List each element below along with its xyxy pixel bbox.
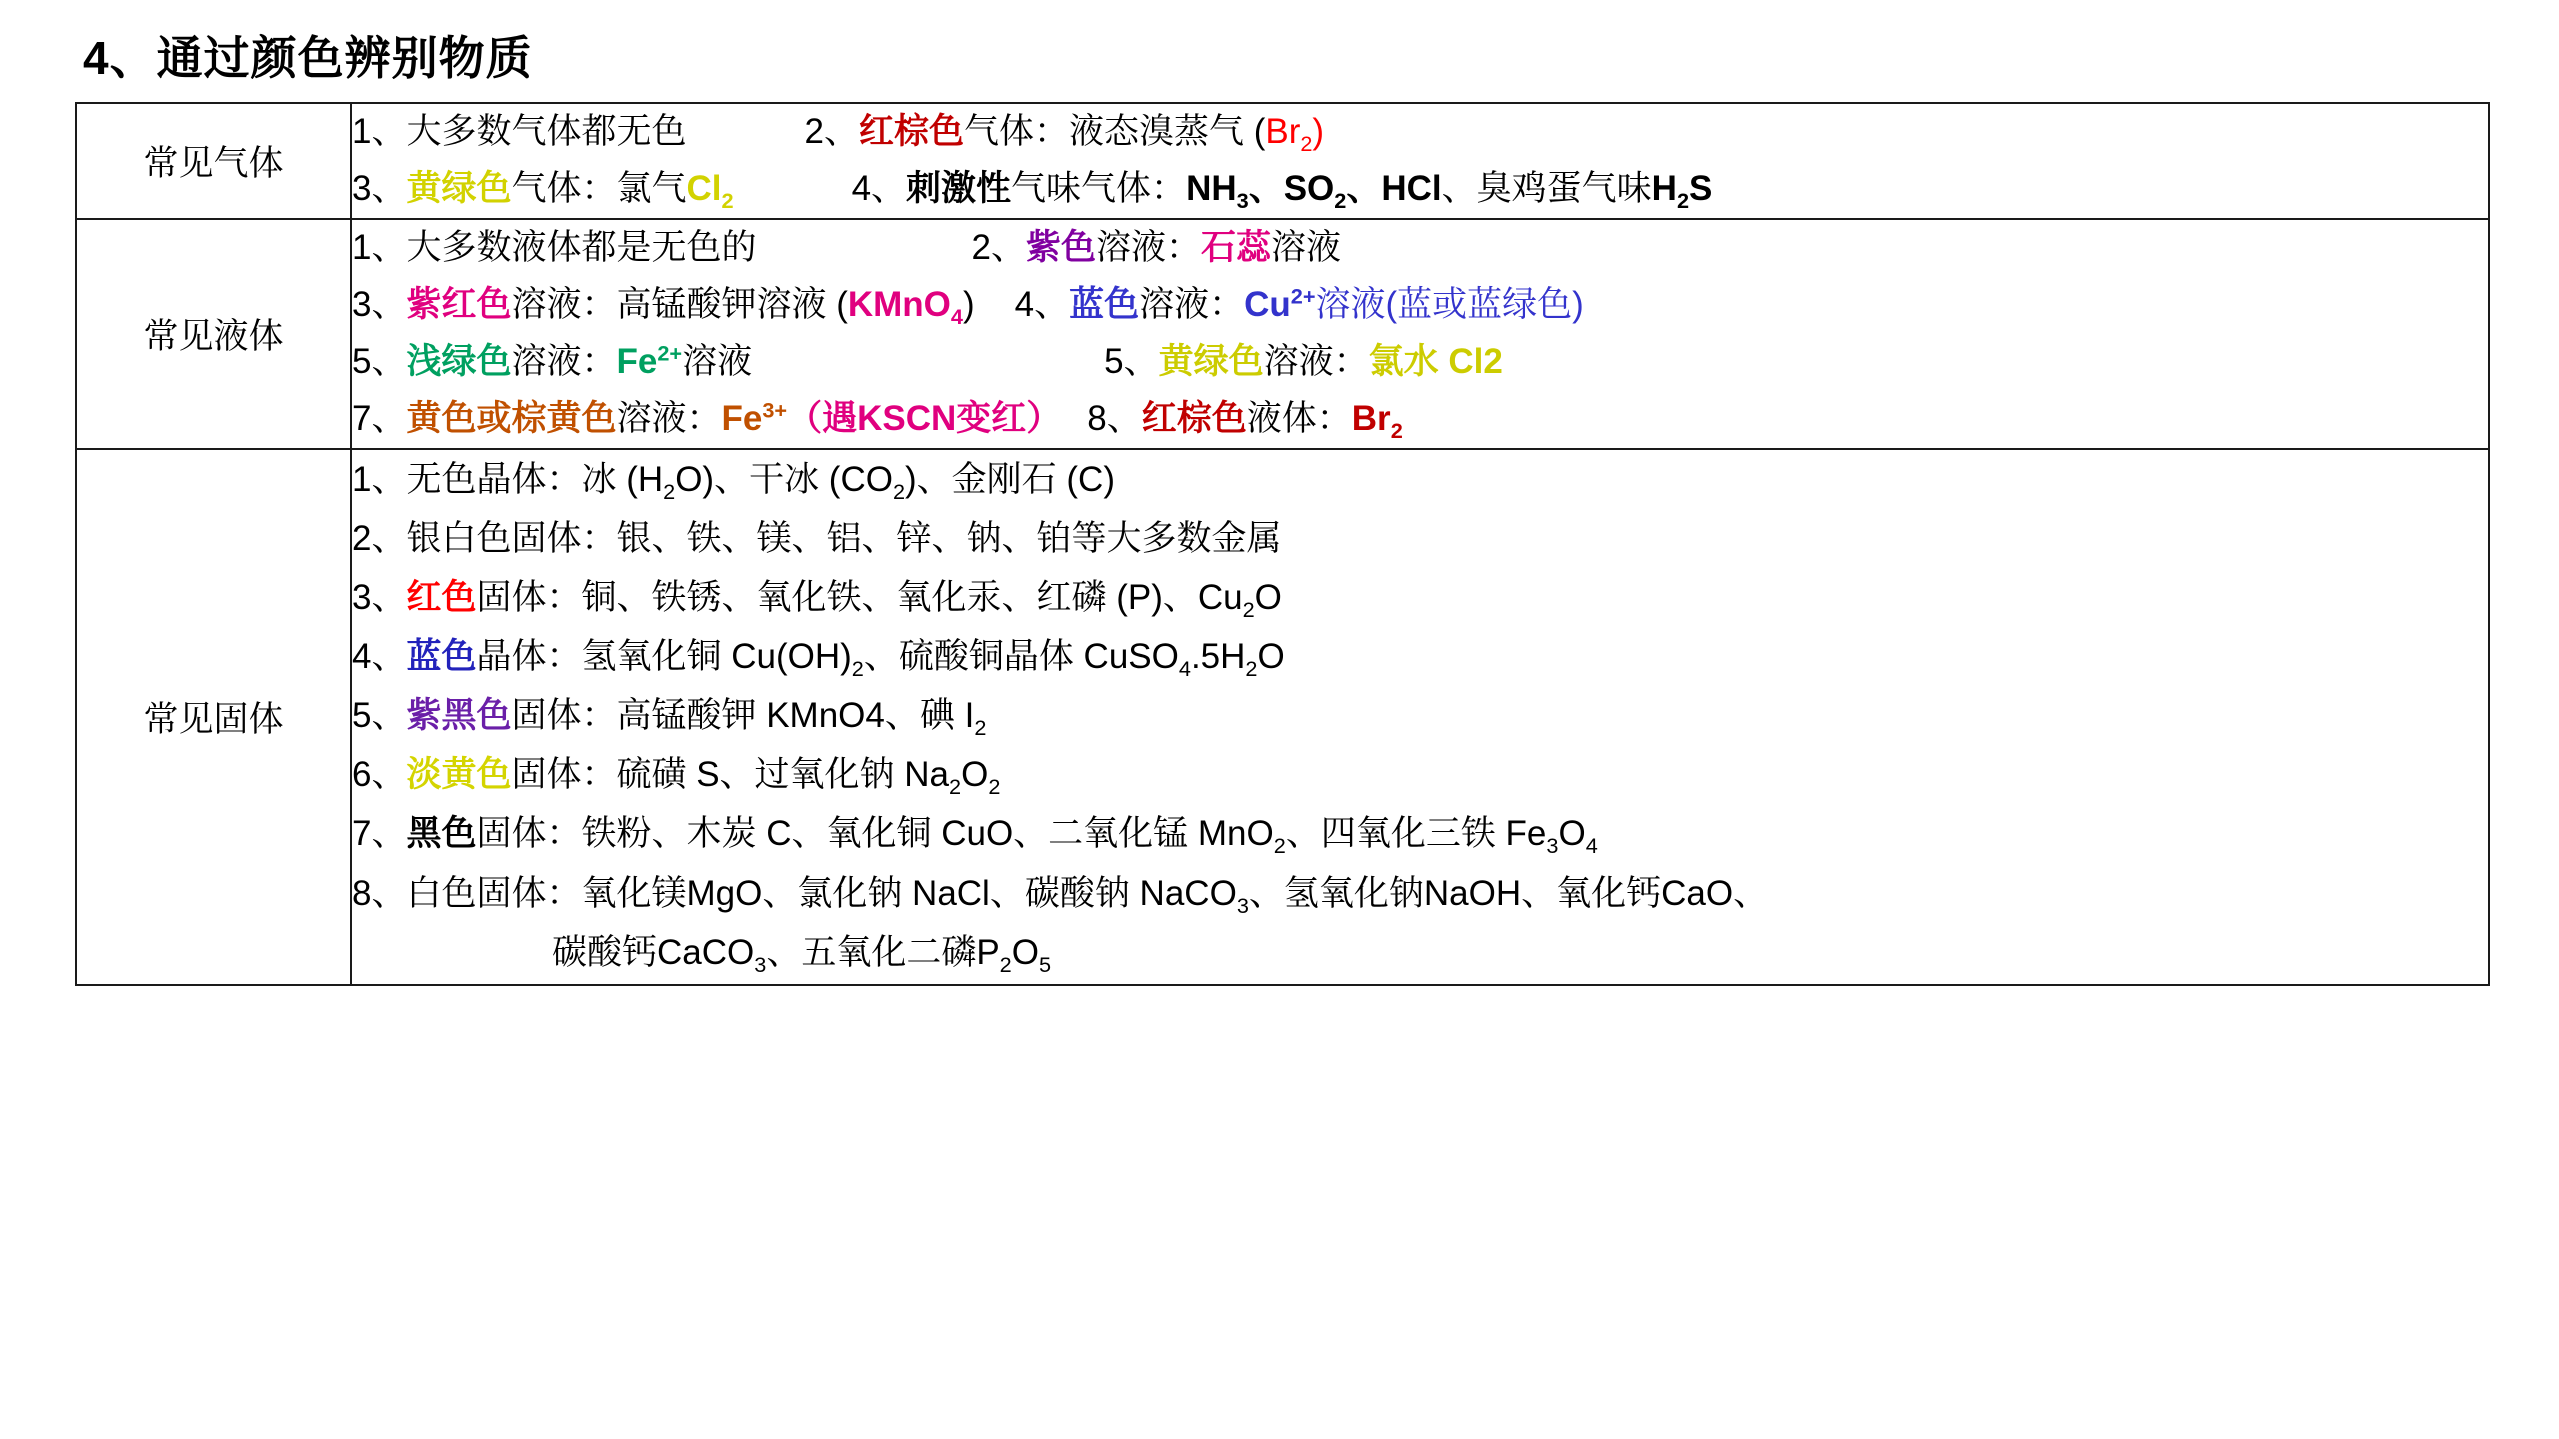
gas-r2-color: 刺激性	[906, 169, 1012, 209]
solid-line-2	[352, 511, 2488, 568]
gas-r2-num: 4、	[851, 169, 907, 209]
gas-r2-f2: $SO_2$	[1283, 169, 1347, 214]
solid-line-5	[352, 688, 2488, 745]
gas-r1-tail: )	[1312, 112, 1325, 151]
row-content-solid	[351, 449, 2489, 985]
liquid-l4-color: 黄色或棕黄色	[406, 398, 617, 438]
row-content-liquid	[351, 219, 2489, 449]
solid-line-4	[352, 629, 2488, 686]
liquid-r3-text: 溶液：	[1263, 342, 1369, 382]
solid-line-3	[352, 570, 2488, 627]
gas-r1-formula: $Br_2$	[1265, 112, 1313, 156]
solid-s7-color: 黑色	[406, 814, 477, 854]
solid-s6-color: 淡黄色	[406, 755, 512, 795]
sup: 2+	[1290, 283, 1316, 309]
gas-r1-color: 红棕色	[858, 112, 964, 151]
solid-s5-color: 紫黑色	[406, 696, 512, 736]
sub: 4	[1585, 833, 1598, 859]
liquid-r3-color: 黄绿色	[1158, 342, 1264, 382]
gas-r2-f4: $H_2S$	[1651, 169, 1713, 214]
liquid-l2-tail: )	[962, 285, 975, 324]
gas-l1-num: 1、	[352, 112, 407, 151]
solid-line-7	[352, 806, 2488, 863]
sub: 2	[851, 656, 864, 681]
liquid-l3-color: 浅绿色	[406, 342, 512, 382]
solid-line-6	[352, 747, 2488, 804]
liquid-r2-text: 溶液：	[1139, 285, 1245, 324]
sup: 2+	[657, 340, 683, 366]
liquid-r1-color2: 石蕊	[1200, 228, 1271, 268]
liquid-r2-color: 蓝色	[1069, 285, 1140, 324]
liquid-l2-num: 3、	[352, 285, 407, 324]
liquid-line-2	[352, 277, 2488, 334]
sub: 2	[1676, 188, 1689, 214]
liquid-r3-num: 5、	[1104, 342, 1159, 382]
sub: 2	[1245, 656, 1258, 681]
gas-r2-f1: $NH_3$	[1186, 169, 1249, 214]
liquid-line-3	[352, 334, 2488, 391]
table-row-liquid	[76, 219, 2489, 449]
liquid-l1-text: 大多数液体都是无色的	[406, 228, 757, 268]
row-label-solid: 常见固体	[76, 449, 351, 985]
liquid-l4-tail: （遇KSCN变红）	[787, 398, 1062, 438]
solid-s6-num: 6、	[352, 755, 407, 795]
gas-l2-text: 气体：氯气	[511, 169, 687, 209]
page-title: 4、通过颜色辨别物质	[83, 32, 533, 84]
liquid-l1-num: 1、	[352, 228, 407, 268]
liquid-r1-text: 溶液：	[1095, 228, 1201, 268]
liquid-l3-num: 5、	[352, 342, 407, 382]
sub: 2	[988, 774, 1001, 800]
liquid-r1-color: 紫色	[1025, 228, 1096, 268]
sub: 4	[1178, 656, 1191, 681]
solid-s3-color: 红色	[406, 577, 477, 617]
solid-s7-text: 固体：铁粉、木炭 C、氧化铜 CuO、二氧化锰 MnO$_2$、四氧化三铁 $Fe_3O_4$	[476, 814, 1598, 859]
sub: 2	[663, 479, 676, 504]
solid-s3-num: 3、	[352, 577, 407, 617]
sub: 5	[1038, 951, 1052, 977]
liquid-r3-formula: 氯水 Cl2	[1368, 342, 1503, 382]
liquid-l2-formula: KMnO$_4$	[847, 285, 963, 329]
liquid-r1-text2: 溶液	[1271, 228, 1342, 268]
sub: 2	[974, 715, 987, 741]
solid-s4-text: 晶体：氢氧化铜 $Cu(OH)_2$、硫酸铜晶体 $CuSO_4.5H_2O$	[476, 637, 1285, 681]
gas-r2-j2: 、	[1346, 169, 1382, 209]
row-label-gas: 常见气体	[76, 103, 351, 219]
row-content-gas	[351, 103, 2489, 219]
solid-s1-num: 1、	[352, 460, 407, 499]
sub: 2	[1242, 596, 1255, 622]
sub: 3	[1236, 892, 1249, 918]
table-row-solid	[76, 449, 2489, 985]
liquid-l2-text: 溶液：高锰酸钾溶液 (	[511, 285, 848, 324]
gas-r2-j3: 、臭鸡蛋气味	[1441, 169, 1652, 209]
sub: 2	[999, 951, 1012, 977]
solid-s8-num: 8、	[352, 873, 407, 913]
solid-line-9	[352, 925, 2488, 982]
sup: 3+	[762, 397, 788, 423]
solid-s6-text: 固体：硫磺 S、过氧化钠 $Na_2O_2$	[511, 755, 1001, 800]
liquid-line-4	[352, 391, 2488, 448]
gas-l2-num: 3、	[352, 169, 407, 209]
gas-line-2	[352, 161, 2488, 218]
solid-s3-text: 固体：铜、铁锈、氧化铁、氧化汞、红磷 (P)、$Cu_2O$	[476, 577, 1282, 622]
liquid-l2-color: 紫红色	[406, 285, 512, 324]
solid-s7-num: 7、	[352, 814, 407, 854]
gas-l2-formula: $Cl_2$	[686, 169, 734, 214]
liquid-r4-color: 红棕色	[1141, 398, 1247, 438]
solid-s1-text: 无色晶体：冰 $(H_2O)$、干冰 $(CO_2)$、金刚石 (C)	[406, 460, 1115, 504]
gas-r2-j1: 、	[1248, 169, 1284, 209]
sub: 3	[754, 951, 767, 977]
liquid-r4-num: 8、	[1087, 398, 1142, 438]
liquid-l3-text: 溶液：	[511, 342, 617, 382]
liquid-r4-text: 液体：	[1246, 398, 1352, 438]
liquid-r1-num: 2、	[971, 228, 1026, 268]
sub: 3	[1546, 833, 1559, 859]
sub: 2	[949, 774, 962, 800]
liquid-r4-formula: $Br_2$	[1351, 398, 1403, 443]
solid-line-8	[352, 866, 2488, 923]
gas-r2-f3: HCl	[1381, 169, 1442, 209]
liquid-r2-formula: $Cu^{2+}$	[1244, 283, 1316, 324]
liquid-r2-num: 4、	[1014, 285, 1070, 324]
sub: 2	[721, 188, 734, 214]
solid-s8-text: 白色固体：氧化镁MgO、氯化钠 NaCl、碳酸钠 NaCO$_3$、氢氧化钠NaOH、氧化钙CaO、	[406, 873, 1769, 918]
sub: 2	[1273, 833, 1286, 859]
sub: 4	[950, 304, 963, 329]
sub: 2	[1334, 188, 1347, 214]
solid-s2-text: 银白色固体：银、铁、镁、铝、锌、钠、铂等大多数金属	[406, 519, 1282, 559]
sub: 3	[1236, 188, 1249, 214]
gas-r1-num: 2、	[804, 112, 859, 151]
liquid-l4-text: 溶液：	[616, 398, 722, 438]
liquid-l3-formula: $Fe^{2+}$	[616, 340, 683, 382]
gas-line-1	[352, 104, 2488, 161]
row-label-liquid: 常见液体	[76, 219, 351, 449]
sub: 2	[1390, 417, 1403, 443]
solid-s5-text: 固体：高锰酸钾 KMnO4、碘 $I_2$	[511, 696, 987, 741]
solid-s9-text: 碳酸钙CaCO$_3$、五氧化二磷$P_2O_5$	[552, 932, 1052, 977]
solid-s4-color: 蓝色	[406, 637, 477, 676]
gas-r1-text: 气体：液态溴蒸气 (	[963, 112, 1266, 151]
gas-l1-text: 大多数气体都无色	[406, 112, 687, 151]
table-row-gas	[76, 103, 2489, 219]
solid-line-1	[352, 452, 2488, 509]
sub: 2	[892, 479, 906, 504]
solid-s4-num: 4、	[352, 637, 407, 676]
gas-l2-color: 黄绿色	[406, 169, 512, 209]
color-identification-table	[75, 102, 2490, 986]
liquid-r2-tail: 溶液(蓝或蓝绿色)	[1315, 285, 1584, 324]
solid-s5-num: 5、	[352, 696, 407, 736]
solid-s2-num: 2、	[352, 519, 407, 559]
liquid-l4-formula: $Fe^{3+}$	[721, 397, 788, 438]
liquid-l4-num: 7、	[352, 398, 407, 438]
liquid-l3-tail: 溶液	[682, 342, 753, 382]
sub: 2	[1300, 131, 1313, 156]
gas-r2-text: 气味气体：	[1011, 169, 1187, 209]
liquid-line-1	[352, 220, 2488, 277]
